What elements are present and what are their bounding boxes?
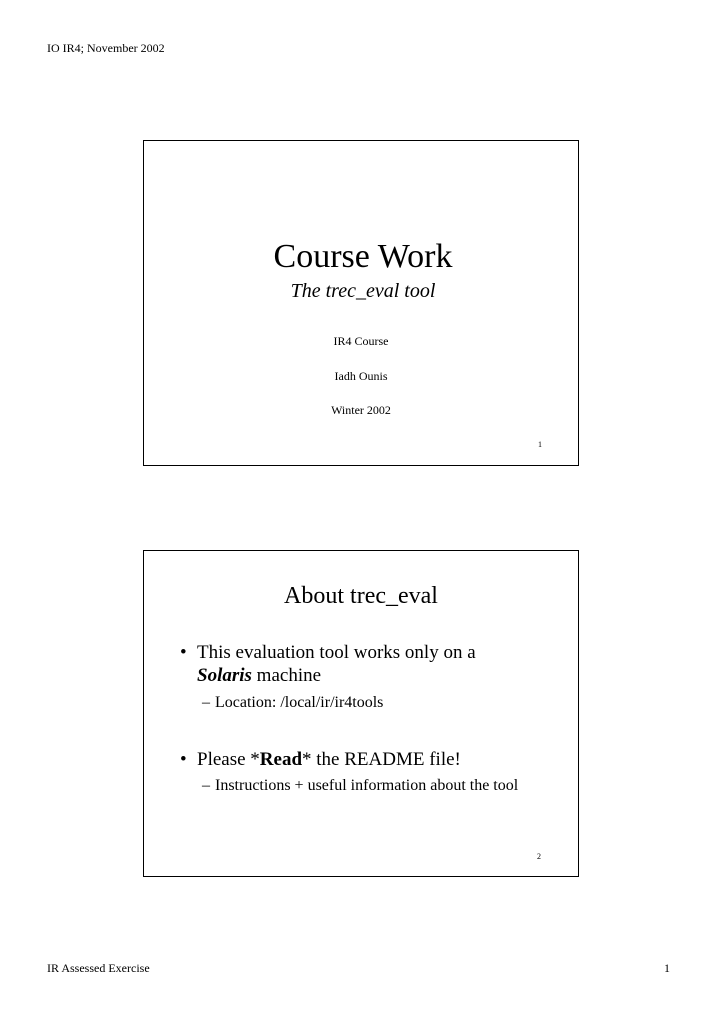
- sub-bullet-item: [202, 775, 562, 797]
- sub-bullet-text: Location: /local/ir/ir4tools: [215, 694, 384, 711]
- course-name: IR4 Course: [333, 334, 389, 348]
- slide-number: 2: [537, 852, 541, 861]
- bullet-marker: •: [180, 749, 187, 770]
- bullet-marker: •: [180, 642, 187, 663]
- bullet-item: [180, 748, 550, 771]
- page-header: IO IR4; November 2002: [47, 41, 165, 55]
- slide-2: [143, 550, 579, 877]
- author-name: Iadh Ounis: [334, 369, 388, 383]
- emphasis-text: Read: [259, 749, 303, 770]
- sub-bullet-item: [202, 692, 562, 714]
- slide-title: About trec_eval: [284, 583, 438, 609]
- sub-bullet-marker: –: [202, 777, 210, 794]
- sub-bullet-marker: –: [202, 694, 210, 711]
- bullet-item: [180, 641, 550, 687]
- sub-bullet-text: Instructions + useful information about the tool: [215, 777, 519, 794]
- term-label: Winter 2002: [331, 403, 391, 417]
- bullet-text: This evaluation tool works only on a Solaris machine: [197, 642, 476, 686]
- page-footer-title: IR Assessed Exercise: [47, 961, 150, 975]
- slide-subtitle: The trec_eval tool: [290, 280, 436, 302]
- slide-number: 1: [538, 440, 542, 449]
- slide-1: [143, 140, 579, 466]
- page-number: 1: [664, 961, 670, 975]
- bullet-text: Please *Read* the README file!: [197, 749, 461, 770]
- emphasis-text: Solaris: [197, 665, 252, 686]
- slide-title: Course Work: [273, 238, 453, 275]
